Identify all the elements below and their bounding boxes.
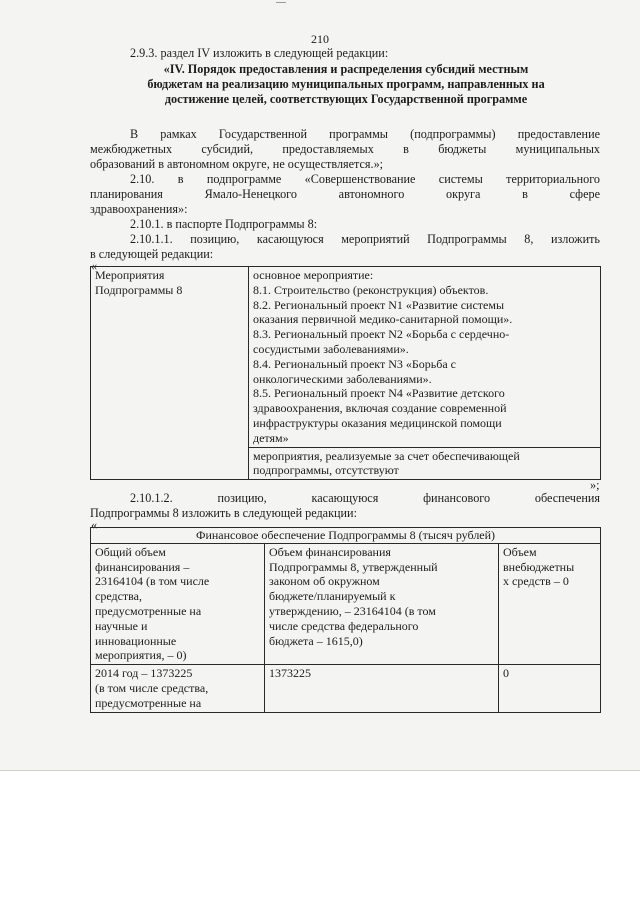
paragraph-line: Подпрограммы 8 изложить в следующей редакции:: [90, 506, 357, 520]
open-quote: «: [91, 259, 98, 273]
table-cell-total: Общий объем финансирования – 23164104 (в том числе средства, предусмотренные на научные и инновационные мероприятия, – 0): [91, 543, 265, 664]
table-cell-main-events: основное мероприятие: 8.1. Строительство (реконструкция) объектов. 8.2. Региональный проект N1 «Развитие системы оказания первичной медико-санитарной помощи». 8.3. Региональный проект N2 «Борьба с сердечно- сосудистыми заболеваниями». 8.4. Региональный проект N3 «Борьба с онкологическими заболеваниями». 8.5. Региональный проект N4 «Развитие детского здравоохранения, включая создание современной инфраструктуры оказания медицинской помощи детям»: [249, 267, 601, 448]
finance-table: [90, 527, 601, 713]
scan-mark: [276, 2, 286, 3]
heading-line-3: достижение целей, соответствующих Государственной программе: [164, 92, 528, 106]
table-row: [91, 665, 601, 712]
table-cell-support-events: мероприятия, реализуемые за счет обеспечивающей подпрограммы, отсутствуют: [249, 447, 601, 480]
paragraph-line: здравоохранения»:: [90, 202, 188, 216]
table-cell-budget: Объем финансирования Подпрограммы 8, утвержденный законом об окружном бюджете/планируемый к утверждению, – 23164104 (в том числе средства федерального бюджета – 1615,0): [265, 543, 499, 664]
heading-line-1: «IV. Порядок предоставления и распределения субсидий местным: [163, 62, 529, 76]
heading-line-2: бюджетам на реализацию муниципальных программ, направленных на: [147, 77, 545, 91]
table-row: [91, 543, 601, 664]
table-cell-label: Мероприятия Подпрограммы 8: [91, 267, 249, 480]
paragraph-line: образований в автономном округе, не осуществляется.»;: [90, 157, 384, 171]
paragraph-line: 2.10.1.2. позицию, касающуюся финансового обеспечения: [130, 491, 600, 505]
table-cell-year-extra: 0: [499, 665, 601, 712]
table-row: [91, 528, 601, 544]
finance-table-title: Финансовое обеспечение Подпрограммы 8 (тысяч рублей): [91, 528, 601, 544]
paragraph-line: межбюджетных субсидий, предоставляемых в бюджеты муниципальных: [90, 142, 600, 156]
section-2-9-3: 2.9.3. раздел IV изложить в следующей редакции:: [130, 46, 389, 60]
events-table: [90, 266, 601, 480]
paragraph-line: 2.10. в подпрограмме «Совершенствование системы территориального: [130, 172, 600, 186]
paragraph-line: В рамках Государственной программы (подпрограммы) предоставление: [130, 127, 600, 141]
table-row: [91, 267, 601, 448]
page-number: 210: [311, 32, 329, 46]
close-quote: »;: [590, 478, 600, 492]
paragraph-line: планирования Ямало-Ненецкого автономного округа в сфере: [90, 187, 600, 201]
paragraph-line: 2.10.1.1. позицию, касающуюся мероприятий Подпрограммы 8, изложить: [130, 232, 600, 246]
open-quote: «: [91, 518, 98, 532]
table-cell-year-budget: 1373225: [265, 665, 499, 712]
paragraph-line: в следующей редакции:: [90, 247, 214, 261]
table-cell-extrabudget: Объем внебюджетны х средств – 0: [499, 543, 601, 664]
table-cell-year: 2014 год – 1373225 (в том числе средства, предусмотренные на: [91, 665, 265, 712]
paragraph-line: 2.10.1. в паспорте Подпрограммы 8:: [130, 217, 318, 231]
